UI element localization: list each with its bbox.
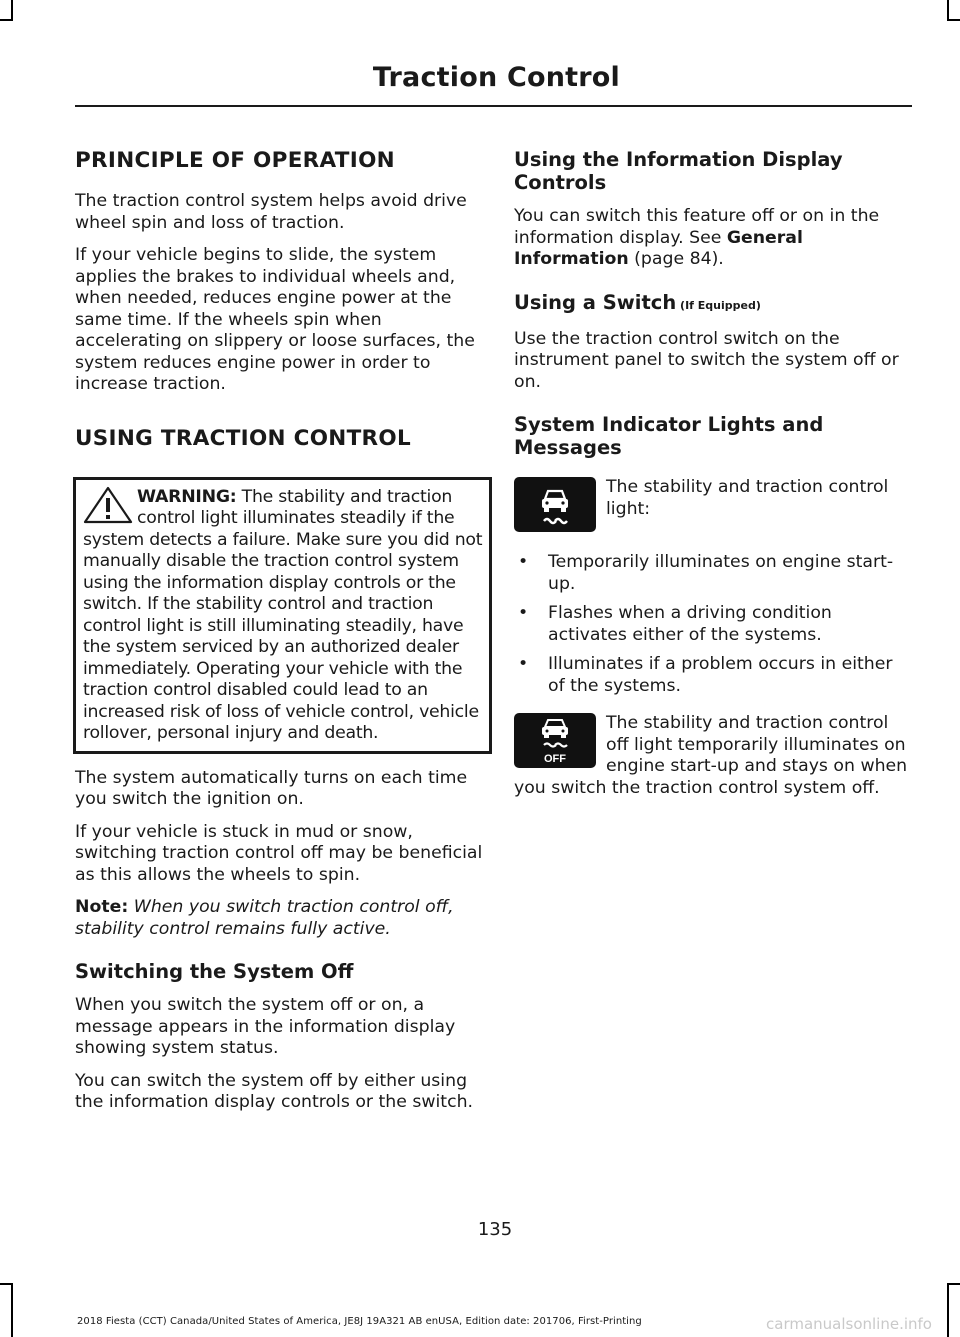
- bullet-text: Illuminates if a problem occurs in either of the systems.: [548, 654, 893, 696]
- paragraph-switch: Use the traction control switch on the instrument panel to switch the system off or on.: [514, 328, 899, 392]
- paragraph-mud-snow: If your vehicle is stuck in mud or snow, switching traction control off may be beneficial as this allows the wheels to spin.: [75, 821, 483, 885]
- footer-edition-info: 2018 Fiesta (CCT) Canada/United States of America, JE8J 19A321 AB enUSA, Edition date: 201706, First-Printing: [77, 1316, 642, 1327]
- crop-mark-top-left-v: [11, 0, 13, 19]
- indicator-stability-traction-off: [514, 713, 912, 799]
- heading-information-display-controls: Using the Information Display Controls: [514, 148, 843, 194]
- crop-mark-bottom-left-v: [11, 1283, 13, 1337]
- page-number: 135: [477, 1219, 513, 1240]
- indicator1-text: The stability and traction control light:: [606, 477, 889, 519]
- list-item: [514, 654, 912, 697]
- watermark: carmanualsonline.info: [766, 1315, 932, 1333]
- crop-mark-top-left-h: [0, 19, 13, 21]
- left-column: [75, 148, 485, 1125]
- note-label: Note:: [75, 897, 129, 917]
- indicator-stability-traction: [514, 477, 912, 536]
- page-title: Traction Control: [372, 62, 620, 93]
- off-icon-label: OFF: [544, 753, 566, 765]
- heading-principle-of-operation: PRINCIPLE OF OPERATION: [75, 148, 395, 173]
- crop-mark-top-right-v: [947, 0, 949, 19]
- warning-paragraph: [83, 487, 483, 745]
- info-text: You can switch this feature off or on in the information display. See: [514, 206, 880, 248]
- indicator2-text: The stability and traction control off light temporarily illuminates on engine start-up and stays on when you switch the traction control system off.: [514, 713, 908, 798]
- indicator-bullet-list: [514, 552, 912, 697]
- paragraph-intro: The traction control system helps avoid drive wheel spin and loss of traction.: [75, 191, 467, 233]
- crop-mark-bottom-left-h: [0, 1283, 13, 1285]
- paragraph-info-display: [514, 206, 912, 271]
- bullet-marker: •: [518, 603, 529, 623]
- heading-indicator-lights: System Indicator Lights and Messages: [514, 413, 824, 459]
- bullet-text: Flashes when a driving condition activates either of the systems.: [548, 603, 832, 645]
- stability-control-off-light-icon: [514, 713, 596, 768]
- crop-mark-top-right-h: [947, 19, 960, 21]
- list-item: [514, 603, 912, 646]
- paragraph-message-appears: When you switch the system off or on, a message appears in the information display showing system status.: [75, 995, 456, 1058]
- paragraph-slide: If your vehicle begins to slide, the system applies the brakes to individual wheels and, when needed, reduces engine power at the same time. If the wheels spin when accelerating on slippery or loose surfaces, the system reduces engine power in order to increase traction.: [75, 245, 475, 394]
- note-text: When you switch traction control off, stability control remains fully active.: [75, 897, 454, 939]
- warning-box: [73, 477, 492, 754]
- paragraph-switch-off-methods: You can switch the system off by either using the information display controls or the switch.: [75, 1070, 474, 1112]
- paragraph-auto-on: The system automatically turns on each time you switch the ignition on.: [75, 767, 468, 809]
- header-divider: [75, 105, 912, 107]
- warning-text: The stability and traction control light illuminates steadily if the system detects a failure. Make sure you did not manually disable the traction control system using the information display controls or the switch. If the stability control and traction control light is still illuminating steadily, have the system serviced by an authorized dealer immediately. Operating your vehicle with the traction control disabled could lead to an increased risk of loss of vehicle control, vehicle rollover, personal injury and death.: [83, 486, 483, 743]
- if-equipped-qualifier: (If Equipped): [676, 298, 761, 312]
- stability-control-light-icon: [514, 477, 596, 532]
- info-page-ref: (page 84).: [628, 249, 724, 269]
- warning-triangle-icon: [83, 486, 133, 524]
- general-information-link[interactable]: General Information: [514, 227, 803, 269]
- crop-mark-bottom-right-v: [947, 1283, 949, 1337]
- crop-mark-bottom-right-h: [947, 1283, 960, 1285]
- bullet-marker: •: [518, 654, 529, 674]
- bullet-marker: •: [518, 552, 529, 572]
- warning-label: WARNING:: [137, 486, 237, 507]
- heading-using-a-switch: [514, 291, 912, 317]
- heading-using-traction-control: USING TRACTION CONTROL: [75, 425, 411, 451]
- switch-heading-text: Using a Switch: [514, 290, 677, 314]
- bullet-text: Temporarily illuminates on engine start-up.: [548, 552, 894, 594]
- heading-switching-system-off: Switching the System Off: [75, 960, 354, 983]
- list-item: [514, 552, 912, 595]
- note: [75, 897, 485, 940]
- right-column: [514, 148, 912, 815]
